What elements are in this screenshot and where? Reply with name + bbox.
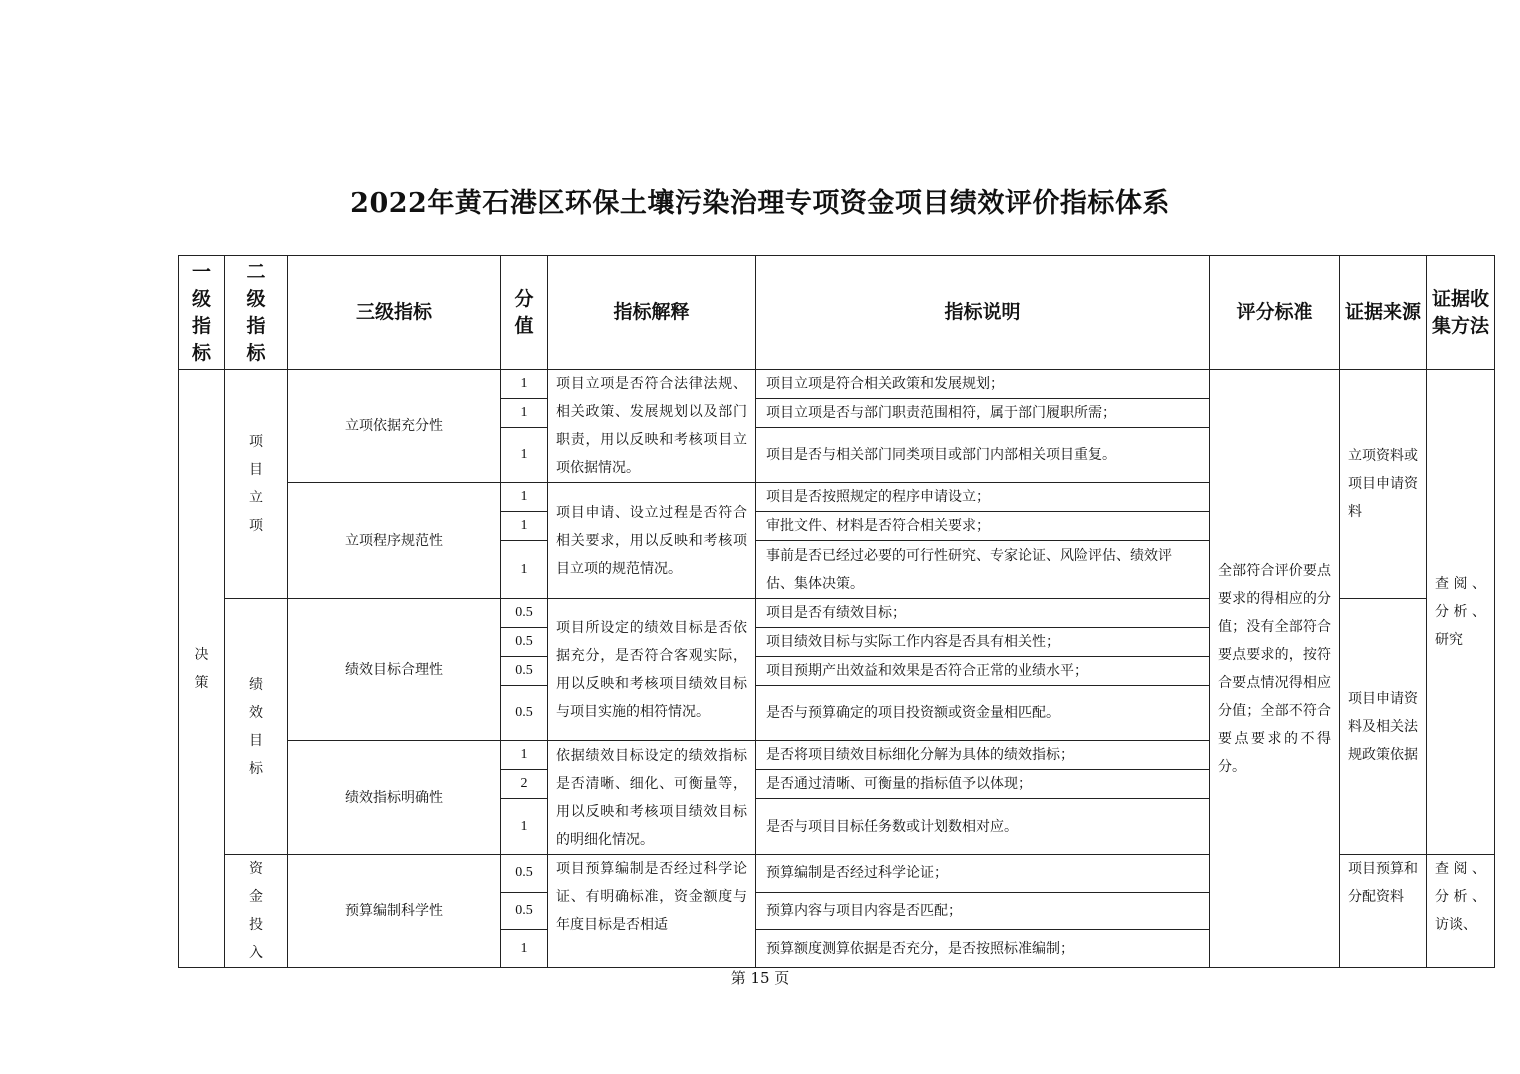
page-title: 2022年黄石港区环保土壤污染治理专项资金项目绩效评价指标体系 (350, 188, 1170, 219)
description-cell: 是否将项目绩效目标细化分解为具体的绩效指标； (756, 741, 1210, 770)
explanation-cell: 项目预算编制是否经过科学论证、有明确标准，资金额度与年度目标是否相适 (548, 855, 756, 968)
criteria-cell: 全部符合评价要点要求的得相应的分值；没有全部符合要点要求的，按符合要点情况得相应分值；全部不符合要点要求的不得分。 (1210, 370, 1340, 968)
description-cell: 项目立项是符合相关政策和发展规划； (756, 370, 1210, 399)
header-score: 分值 (501, 256, 548, 370)
evidence-cell: 项目预算和分配资料 (1340, 855, 1427, 968)
level2-cell: 绩效目标 (225, 599, 288, 855)
evidence-cell: 项目申请资料及相关法规政策依据 (1340, 599, 1427, 855)
evidence-cell: 立项资料或项目申请资料 (1340, 370, 1427, 599)
explanation-cell: 项目所设定的绩效目标是否依据充分，是否符合客观实际，用以反映和考核项目绩效目标与项目实施的相符情况。 (548, 599, 756, 741)
score-cell: 0.5 (501, 599, 548, 628)
score-cell: 1 (501, 741, 548, 770)
score-cell: 0.5 (501, 855, 548, 893)
description-cell: 是否与预算确定的项目投资额或资金量相匹配。 (756, 686, 1210, 741)
description-cell: 是否通过清晰、可衡量的指标值予以体现； (756, 770, 1210, 799)
score-cell: 1 (501, 370, 548, 399)
description-cell: 项目是否按照规定的程序申请设立； (756, 483, 1210, 512)
header-description: 指标说明 (756, 256, 1210, 370)
score-cell: 0.5 (501, 628, 548, 657)
score-cell: 0.5 (501, 657, 548, 686)
header-explanation: 指标解释 (548, 256, 756, 370)
score-cell: 1 (501, 541, 548, 599)
method-cell: 查阅、分析、访谈、 (1427, 855, 1495, 968)
score-cell: 1 (501, 428, 548, 483)
level3-cell: 绩效指标明确性 (288, 741, 501, 855)
description-cell: 审批文件、材料是否符合相关要求； (756, 512, 1210, 541)
method-cell: 查阅、分析、研究 (1427, 370, 1495, 855)
score-cell: 1 (501, 799, 548, 855)
explanation-cell: 项目申请、设立过程是否符合相关要求，用以反映和考核项目立项的规范情况。 (548, 483, 756, 599)
explanation-cell: 项目立项是否符合法律法规、相关政策、发展规划以及部门职责，用以反映和考核项目立项依据情况。 (548, 370, 756, 483)
level3-cell: 立项依据充分性 (288, 370, 501, 483)
description-cell: 项目是否与相关部门同类项目或部门内部相关项目重复。 (756, 428, 1210, 483)
table-row (179, 370, 1495, 399)
description-cell: 预算编制是否经过科学论证； (756, 855, 1210, 893)
level3-cell: 立项程序规范性 (288, 483, 501, 599)
description-cell: 是否与项目目标任务数或计划数相对应。 (756, 799, 1210, 855)
description-cell: 预算内容与项目内容是否匹配； (756, 892, 1210, 930)
score-cell: 1 (501, 399, 548, 428)
score-cell: 1 (501, 483, 548, 512)
description-cell: 项目是否有绩效目标； (756, 599, 1210, 628)
description-cell: 预算额度测算依据是否充分，是否按照标准编制； (756, 930, 1210, 968)
description-cell: 项目绩效目标与实际工作内容是否具有相关性； (756, 628, 1210, 657)
header-level1: 一级指标 (179, 256, 225, 370)
header-row (179, 256, 1495, 370)
score-cell: 2 (501, 770, 548, 799)
description-cell: 事前是否已经过必要的可行性研究、专家论证、风险评估、绩效评估、集体决策。 (756, 541, 1210, 599)
score-cell: 1 (501, 512, 548, 541)
indicator-table (178, 255, 1495, 968)
score-cell: 0.5 (501, 892, 548, 930)
score-cell: 1 (501, 930, 548, 968)
score-cell: 0.5 (501, 686, 548, 741)
header-criteria: 评分标准 (1210, 256, 1340, 370)
header-level2: 二级指标 (225, 256, 288, 370)
explanation-cell: 依据绩效目标设定的绩效指标是否清晰、细化、可衡量等，用以反映和考核项目绩效目标的明细化情况。 (548, 741, 756, 855)
header-level3: 三级指标 (288, 256, 501, 370)
level3-cell: 绩效目标合理性 (288, 599, 501, 741)
page-number: 第 15 页 (730, 969, 790, 987)
description-cell: 项目预期产出效益和效果是否符合正常的业绩水平； (756, 657, 1210, 686)
level2-cell: 项目立项 (225, 370, 288, 599)
level1-cell: 决策 (179, 370, 225, 968)
header-evidence: 证据来源 (1340, 256, 1427, 370)
level2-cell: 资金投入 (225, 855, 288, 968)
header-method: 证据收集方法 (1427, 256, 1495, 370)
level3-cell: 预算编制科学性 (288, 855, 501, 968)
description-cell: 项目立项是否与部门职责范围相符，属于部门履职所需； (756, 399, 1210, 428)
